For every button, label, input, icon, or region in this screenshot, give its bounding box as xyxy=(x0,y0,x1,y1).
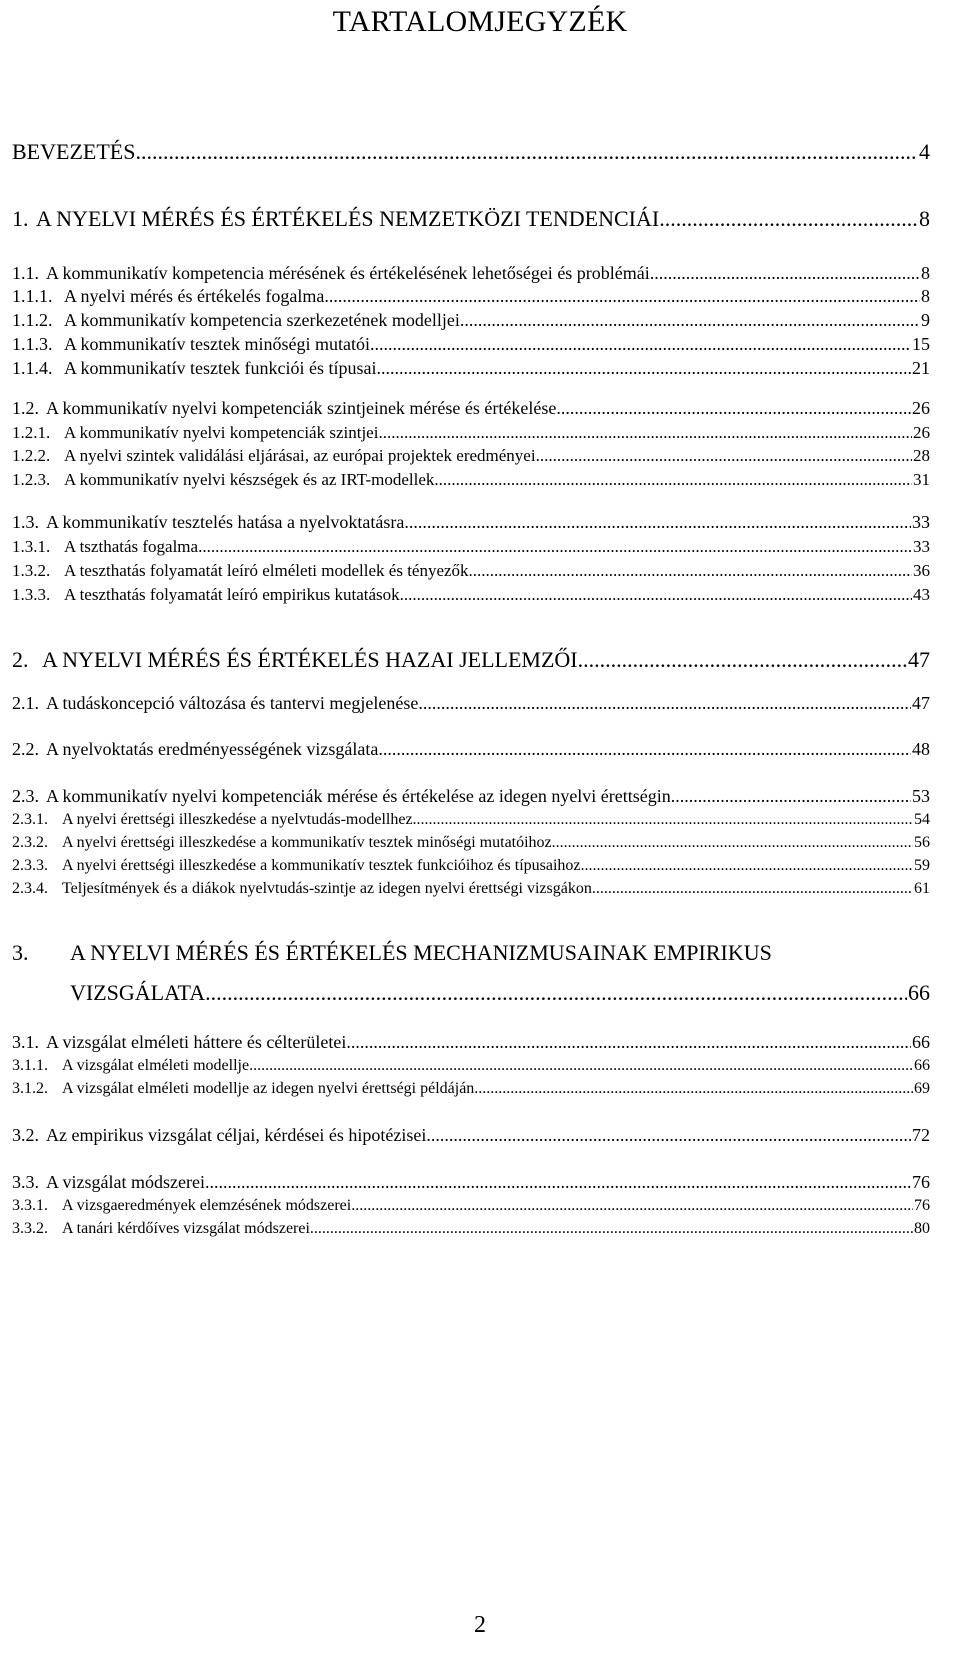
toc-page-number: 76 xyxy=(912,1172,930,1192)
toc-leader-dots xyxy=(404,512,911,533)
toc-entry-number: 1.2.1. xyxy=(12,423,51,442)
toc-entry[interactable] xyxy=(12,512,930,533)
page-title: TARTALOMJEGYZÉK xyxy=(332,5,628,38)
toc-entry-text: A nyelvi szintek validálási eljárásai, az európai projektek eredményei xyxy=(64,446,536,465)
toc-entry[interactable] xyxy=(12,647,930,673)
toc-entry-text: A tanári kérdőíves vizsgálat módszerei xyxy=(62,1220,310,1237)
toc-entry[interactable] xyxy=(12,786,930,807)
toc-entry-text: A kommunikatív nyelvi készségek és az IRT-modellek xyxy=(64,470,435,489)
toc-entry[interactable] xyxy=(12,739,930,760)
toc-entry-text: A nyelvi mérés és értékelés fogalma xyxy=(64,286,325,306)
toc-entry-text: A kommunikatív kompetencia mérésének és értékelésének lehetőségei és problémái xyxy=(46,263,650,283)
toc-entry-number: 2.1. xyxy=(12,693,39,713)
toc-page-number: 8 xyxy=(921,263,930,283)
toc-entry[interactable] xyxy=(12,811,930,829)
toc-page-number: 80 xyxy=(914,1220,930,1237)
toc-entry-text: A vizsgálat elméleti modellje xyxy=(62,1057,250,1074)
toc-entry[interactable] xyxy=(12,358,930,379)
toc-entry[interactable] xyxy=(12,1125,930,1146)
toc-entry-text: A vizsgálat elméleti háttere és célterületei xyxy=(46,1032,347,1052)
toc-entry-text: Teljesítmények és a diákok nyelvtudás-szintje az idegen nyelvi érettségi vizsgákon xyxy=(62,880,592,897)
toc-page-number: 72 xyxy=(912,1125,930,1145)
toc-page-number: 69 xyxy=(914,1080,930,1097)
toc-entry-number: 3. xyxy=(12,940,29,965)
toc-entry-number: 3.1.2. xyxy=(12,1080,48,1097)
toc-entry-text: A nyelvi érettségi illeszkedése a kommunikatív tesztek funkcióihoz és típusaihoz xyxy=(62,857,581,874)
toc-entry[interactable] xyxy=(12,857,930,875)
toc-leader-dots xyxy=(249,1057,913,1075)
toc-entry-text: A vizsgálat elméleti modellje az idegen nyelvi érettségi példáján xyxy=(62,1080,475,1097)
toc-leader-dots xyxy=(581,857,913,875)
toc-leader-dots xyxy=(460,310,920,331)
toc-entry[interactable] xyxy=(12,1220,930,1238)
toc-entry-number: 1.3.2. xyxy=(12,561,51,580)
toc-leader-dots xyxy=(205,1172,911,1193)
toc-entry-number: 1.1.1. xyxy=(12,286,53,306)
toc-leader-dots xyxy=(469,561,912,581)
toc-entry-number: 2.3.3. xyxy=(12,857,48,874)
toc-entry-text: A kommunikatív nyelvi kompetenciák szintjeinek mérése és értékelése xyxy=(46,398,557,418)
toc-entry[interactable] xyxy=(12,139,930,165)
toc-leader-dots xyxy=(346,1032,911,1053)
toc-page-number: 47 xyxy=(908,647,930,672)
toc-entry-number: 1.3.1. xyxy=(12,537,51,556)
toc-entry[interactable] xyxy=(12,1197,930,1215)
toc-leader-dots xyxy=(434,470,912,490)
toc-page-number: 47 xyxy=(912,693,930,713)
toc-entry-number: 3.1. xyxy=(12,1032,39,1052)
toc-entry-text: A kommunikatív nyelvi kompetenciák szintjei xyxy=(64,423,379,442)
page-number: 2 xyxy=(474,1612,486,1638)
toc-leader-dots xyxy=(556,398,911,419)
toc-entry-text: A tudáskoncepció változása és tantervi megjelenése xyxy=(46,693,419,713)
toc-entry-number: 1.2.3. xyxy=(12,470,51,489)
toc-entry[interactable] xyxy=(12,470,930,490)
toc-page-number: 43 xyxy=(913,585,930,604)
toc-leader-dots xyxy=(376,358,911,379)
toc-entry-number: 2.3. xyxy=(12,786,39,806)
toc-entry-number: 3.3. xyxy=(12,1172,39,1192)
toc-entry-text: A vizsgaeredmények elemzésének módszerei xyxy=(62,1197,352,1214)
toc-entry-number: 1. xyxy=(12,206,29,231)
toc-entry-number: 1.1.3. xyxy=(12,334,53,354)
toc-entry[interactable] xyxy=(12,1080,930,1098)
toc-entry-text: A kommunikatív tesztelés hatása a nyelvoktatásra xyxy=(46,512,405,532)
toc-leader-dots xyxy=(578,647,907,673)
toc-entry[interactable] xyxy=(12,1057,930,1075)
toc-entry-number: 1.1.2. xyxy=(12,310,53,330)
toc-leader-dots xyxy=(413,811,913,829)
toc-entry-text: BEVEZETÉS xyxy=(12,139,136,164)
toc-entry[interactable] xyxy=(12,334,930,355)
toc-leader-dots xyxy=(310,1220,913,1238)
toc-leader-dots xyxy=(536,446,912,466)
toc-entry-text: A kommunikatív tesztek minőségi mutatói xyxy=(64,334,370,354)
toc-page-number: 8 xyxy=(921,286,930,306)
toc-entry[interactable] xyxy=(12,880,930,898)
toc-entry[interactable] xyxy=(12,537,930,557)
toc-entry-number: 1.1.4. xyxy=(12,358,53,378)
toc-entry[interactable] xyxy=(12,561,930,581)
toc-entry-number: 2.3.4. xyxy=(12,880,48,897)
toc-leader-dots xyxy=(400,585,912,605)
toc-entry-number: 2.3.2. xyxy=(12,834,48,851)
toc-page-number: 33 xyxy=(913,537,930,556)
toc-entry-text: A NYELVI MÉRÉS ÉS ÉRTÉKELÉS MECHANIZMUSAINAK EMPIRIKUS xyxy=(70,940,772,965)
toc-leader-dots xyxy=(418,693,911,714)
toc-entry-text: A nyelvi érettségi illeszkedése a kommunikatív tesztek minőségi mutatóihoz xyxy=(62,834,552,851)
toc-entry[interactable] xyxy=(12,206,930,232)
toc-page-number: 48 xyxy=(912,739,930,759)
toc-leader-dots xyxy=(650,263,920,284)
toc-entry-number: 3.3.1. xyxy=(12,1197,48,1214)
toc-entry-number: 3.2. xyxy=(12,1125,39,1145)
toc-entry-text: Az empirikus vizsgálat céljai, kérdései és hipotézisei xyxy=(46,1125,427,1145)
toc-entry-number: 1.1. xyxy=(12,263,39,283)
toc-entry[interactable] xyxy=(12,585,930,605)
toc-page-number: 36 xyxy=(913,561,930,580)
toc-entry-text: A kommunikatív nyelvi kompetenciák mérése és értékelése az idegen nyelvi érettségin xyxy=(46,786,671,806)
toc-entry[interactable] xyxy=(12,423,930,443)
toc-entry[interactable] xyxy=(12,286,930,307)
toc-leader-dots xyxy=(592,880,913,898)
toc-leader-dots xyxy=(671,786,911,807)
toc-page-number: 15 xyxy=(912,334,930,354)
toc-entry-number: 3.3.2. xyxy=(12,1220,48,1237)
toc-entry-text: A vizsgálat módszerei xyxy=(46,1172,205,1192)
toc-entry-text: A nyelvi érettségi illeszkedése a nyelvtudás-modellhez xyxy=(62,811,413,828)
toc-page-number: 54 xyxy=(914,811,930,828)
toc-entry-text: A teszthatás folyamatát leíró empirikus kutatások xyxy=(64,585,400,604)
toc-page-number: 66 xyxy=(912,1032,930,1052)
toc-entry-number: 2.2. xyxy=(12,739,39,759)
toc-page-number: 53 xyxy=(912,786,930,806)
toc-page-number: 56 xyxy=(914,834,930,851)
toc-entry-number: 1.2.2. xyxy=(12,446,51,465)
toc-page-number: 59 xyxy=(914,857,930,874)
toc-entry-number: 1.3.3. xyxy=(12,585,51,604)
toc-entry-text: A kommunikatív tesztek funkciói és típusai xyxy=(64,358,377,378)
toc-leader-dots xyxy=(205,980,907,1006)
toc-leader-dots xyxy=(659,206,918,232)
toc-page-number: 26 xyxy=(913,423,930,442)
toc-leader-dots xyxy=(378,423,912,443)
toc-entry-text-continued: VIZSGÁLATA xyxy=(70,980,206,1005)
toc-leader-dots xyxy=(135,139,918,165)
toc-leader-dots xyxy=(426,1125,911,1146)
toc-entry-number: 3.1.1. xyxy=(12,1057,48,1074)
toc-page-number: 66 xyxy=(914,1057,930,1074)
toc-entry-text: A teszthatás folyamatát leíró elméleti modellek és tényezők xyxy=(64,561,469,580)
toc-leader-dots xyxy=(474,1080,913,1098)
toc-page-number: 21 xyxy=(912,358,930,378)
toc-page-number: 26 xyxy=(912,398,930,418)
toc-page-number: 28 xyxy=(913,446,930,465)
toc-entry[interactable] xyxy=(12,446,930,466)
toc-entry-number: 2. xyxy=(12,647,29,672)
toc-entry[interactable] xyxy=(12,310,930,331)
toc-page-number: 9 xyxy=(921,310,930,330)
toc-page-number: 76 xyxy=(914,1197,930,1214)
toc-page-number: 8 xyxy=(919,206,930,231)
toc-leader-dots xyxy=(198,537,912,557)
toc-entry[interactable] xyxy=(12,834,930,852)
toc-page-number: 4 xyxy=(919,139,930,164)
toc-leader-dots xyxy=(351,1197,913,1215)
toc-entry[interactable] xyxy=(12,263,930,284)
toc-entry-number: 1.2. xyxy=(12,398,39,418)
toc-page-number: 33 xyxy=(912,512,930,532)
toc-entry-text: A kommunikatív kompetencia szerkezetének modelljei xyxy=(64,310,460,330)
toc-leader-dots xyxy=(324,286,920,307)
toc-page-number: 61 xyxy=(914,880,930,897)
toc-entry[interactable] xyxy=(12,1032,930,1053)
toc-entry-number: 2.3.1. xyxy=(12,811,48,828)
toc-entry-text: A tszthatás fogalma xyxy=(64,537,199,556)
toc-leader-dots xyxy=(370,334,911,355)
toc-entry[interactable] xyxy=(12,693,930,714)
toc-entry-number: 1.3. xyxy=(12,512,39,532)
toc-leader-dots xyxy=(552,834,913,852)
toc-page-number: 66 xyxy=(908,980,930,1005)
toc-entry[interactable] xyxy=(12,1172,930,1193)
toc-entry[interactable] xyxy=(12,398,930,419)
toc-entry-text: A NYELVI MÉRÉS ÉS ÉRTÉKELÉS NEMZETKÖZI TENDENCIÁI xyxy=(36,206,660,231)
toc-page-number: 31 xyxy=(913,470,930,489)
toc-leader-dots xyxy=(378,739,911,760)
toc-entry-text: A NYELVI MÉRÉS ÉS ÉRTÉKELÉS HAZAI JELLEMZŐI xyxy=(42,647,578,672)
toc-entry-text: A nyelvoktatás eredményességének vizsgálata xyxy=(46,739,379,759)
